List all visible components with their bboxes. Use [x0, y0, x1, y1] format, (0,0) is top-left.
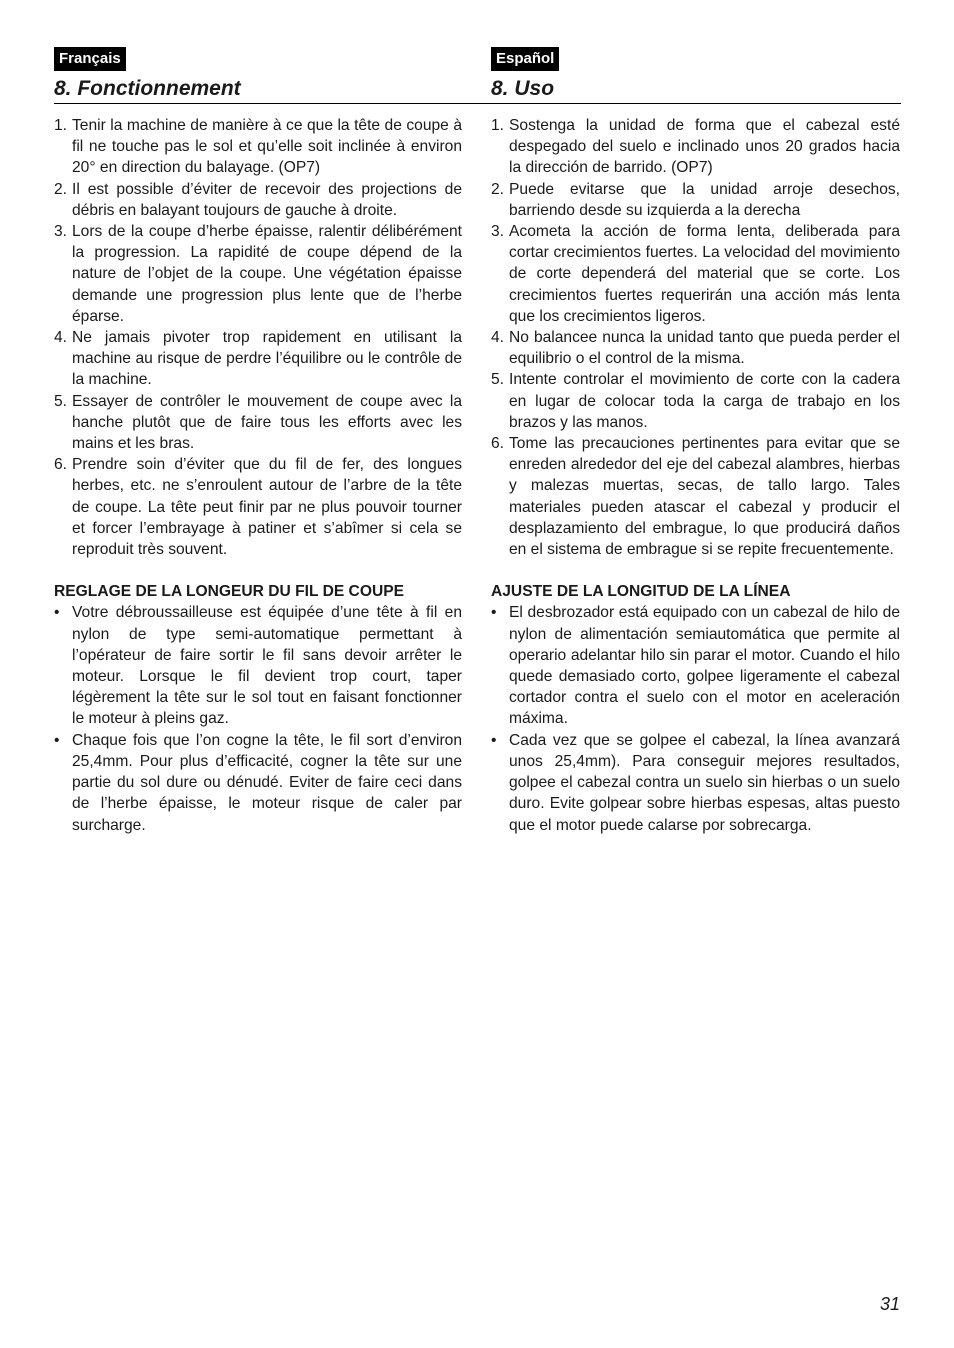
bullet-icon: • [491, 604, 497, 622]
instruction-list-spanish [491, 115, 900, 560]
item-text: Sostenga la unidad de forma que el cabezal esté despegado del suelo e inclinado unos 20 grados hacia la dirección de barrido. (OP7) [509, 117, 900, 177]
item-text: Essayer de contrôler le mouvement de coupe avec la hanche plutôt que de faire tous les efforts avec les mains et les bras. [72, 392, 462, 453]
section-title-spanish: 8. Uso [491, 77, 555, 100]
item-number: 5. [491, 371, 505, 389]
item-text: Cada vez que se golpee el cabezal, la línea avanzará unos 25,4mm). Para conseguir mejores resultados, golpee el cabezal contra un suelo sin hierbas o un suelo duro. Evite golpear sobre hierbas espesas, altas puesto que el motor puede calarse por sobrecarga. [509, 731, 900, 834]
item-number: 3. [491, 223, 505, 241]
item-text: Prendre soin d’éviter que du fil de fer, des longues herbes, etc. ne s’enroulent autour de l’arbre de la tête de coupe. La tête peut finir par ne plus pouvoir tourner et forcer l’embrayage à patiner et s’abîmer si cela se reproduit très souvent. [72, 456, 462, 559]
language-tab-french: Français [54, 47, 126, 71]
subheading-spanish: AJUSTE DE LA LONGITUD DE LA LÍNEA [491, 583, 791, 601]
item-number: 2. [54, 180, 68, 198]
bullet-icon: • [54, 731, 60, 749]
page-number: 31 [879, 1294, 900, 1314]
list-item [491, 327, 900, 369]
list-item [491, 602, 900, 729]
item-text: Intente controlar el movimiento de corte con la cadera en lugar de colocar toda la carga de trabajo en los brazos y las manos. [509, 371, 900, 431]
french-column [54, 47, 462, 836]
item-text: No balancee nunca la unidad tanto que pueda perder el equilibrio o el control de la misma. [509, 329, 900, 368]
item-text: Chaque fois que l’on cogne la tête, le fil sort d’environ 25,4mm. Pour plus d’efficacité, cogner la tête sur une partie du sol dure ou dénudé. Eviter de faire ceci dans de l’herbe épaisse, le moteur risque de caler par surcharge. [72, 731, 462, 834]
item-text: Tome las precauciones pertinentes para evitar que se enreden alrededor del eje del cabezal alambres, hierbas y malezas muertas, secas, de tallo largo. Tales materiales pueden atascar el cabezal y producir el desplazamiento del embrague, lo que producirá daños en el sistema de embrague si se repite frecuentemente. [509, 435, 900, 559]
item-number: 6. [54, 456, 68, 474]
item-text: Votre débroussailleuse est équipée d’une tête à fil en nylon de type semi-automatique permettant à l’opérateur de faire sortir le fil sans devoir arrêter le moteur. Lorsque le fil devient trop court, taper légèrement la tête sur le sol tout en faisant fonctionner le moteur à pleins gaz. [72, 604, 462, 728]
bullet-icon: • [54, 604, 60, 622]
instruction-list-french [54, 115, 462, 560]
item-number: 5. [54, 392, 68, 410]
item-text: Acometa la acción de forma lenta, deliberada para cortar crecimientos fuertes. La velocidad del movimiento de corte dependerá del material que se corte. Los crecimientos fuertes requerirán una acción más lenta que los crecimientos ligeros. [509, 223, 900, 325]
list-item [54, 602, 462, 729]
subheading-french: REGLAGE DE LA LONGEUR DU FIL DE COUPE [54, 583, 405, 601]
list-item [54, 391, 462, 455]
list-item [491, 221, 900, 327]
language-tab-spanish: Español [491, 47, 559, 71]
list-item [491, 179, 900, 221]
spanish-column [491, 47, 900, 836]
french-content [54, 115, 462, 836]
list-item [54, 115, 462, 179]
item-text: El desbrozador está equipado con un cabezal de hilo de nylon de alimentación semiautomática que permite al operario adelantar hilo sin parar el motor. Cuando el hilo quede demasiado corto, golpee ligeramente el cabezal cortador contra el suelo con el motor en aceleración máxima. [509, 604, 900, 728]
bullet-list-french [54, 602, 462, 835]
item-number: 3. [54, 223, 68, 241]
section-title-french: 8. Fonctionnement [54, 77, 241, 100]
item-text: Lors de la coupe d’herbe épaisse, ralentir délibérément la progression. La rapidité de coupe dépend de la nature de l’objet de la coupe. Une végétation épaisse demande une progression plus lente que de l’herbe éparse. [72, 223, 462, 325]
list-item [54, 327, 462, 391]
list-item [54, 179, 462, 221]
bullet-list-spanish [491, 602, 900, 835]
item-number: 1. [491, 117, 505, 134]
item-text: Il est possible d’éviter de recevoir des projections de débris en balayant toujours de gauche à droite. [72, 180, 462, 219]
item-number: 4. [491, 329, 505, 347]
item-number: 6. [491, 435, 505, 453]
list-item [54, 730, 462, 836]
list-item [491, 369, 900, 433]
list-item [491, 115, 900, 179]
item-number: 1. [54, 117, 68, 134]
list-item [54, 221, 462, 327]
item-text: Ne jamais pivoter trop rapidement en utilisant la machine au risque de perdre l’équilibre ou le contrôle de la machine. [72, 329, 462, 389]
item-number: 4. [54, 329, 68, 347]
bullet-icon: • [491, 731, 497, 749]
list-item [491, 730, 900, 836]
spanish-content [491, 115, 900, 836]
item-text: Tenir la machine de manière à ce que la tête de coupe à fil ne touche pas le sol et qu’elle soit inclinée à environ 20° en direction du balayage. (OP7) [72, 117, 462, 177]
list-item [54, 454, 462, 560]
item-number: 2. [491, 180, 505, 198]
item-text: Puede evitarse que la unidad arroje desechos, barriendo desde su izquierda a la derecha [509, 180, 900, 219]
list-item [491, 433, 900, 560]
